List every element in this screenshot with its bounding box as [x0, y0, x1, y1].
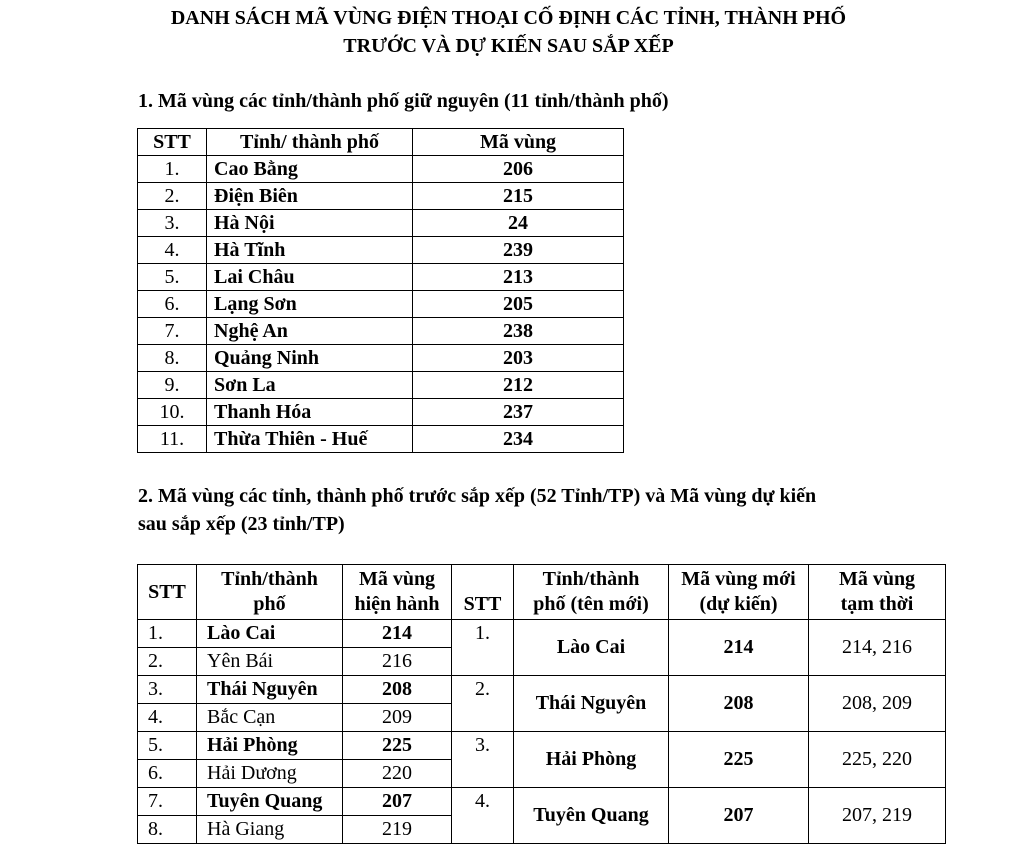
table-row: [138, 183, 624, 210]
row-area-code: 234: [413, 426, 624, 453]
row-area-code: 239: [413, 237, 624, 264]
row-current-code: 214: [343, 620, 452, 648]
header-temp-code-line-1: Mã vùng: [838, 568, 916, 590]
section-2-heading: [138, 482, 938, 538]
row-stt: 6.: [138, 760, 197, 788]
row-province: Hải Dương: [197, 760, 343, 788]
table-row: [138, 676, 946, 704]
row-current-code: 220: [343, 760, 452, 788]
header-province: Tỉnh/ thành phố: [207, 129, 413, 156]
row-stt: 9.: [138, 372, 207, 399]
row-stt: 3.: [138, 676, 197, 704]
table-row: [138, 372, 624, 399]
row-area-code: 213: [413, 264, 624, 291]
table-row: [138, 264, 624, 291]
row-province: Hà Tĩnh: [207, 237, 413, 264]
row-current-code: 225: [343, 732, 452, 760]
title-line-2: TRƯỚC VÀ DỰ KIẾN SAU SẮP XẾP: [343, 35, 674, 57]
row-province: Lai Châu: [207, 264, 413, 291]
row-area-code: 215: [413, 183, 624, 210]
header-province: [197, 565, 343, 620]
header-province-line-1: Tỉnh/thành: [221, 568, 318, 590]
row-area-code: 24: [413, 210, 624, 237]
header-province-line-2: phố: [253, 593, 286, 615]
row-stt: 7.: [138, 318, 207, 345]
header-stt: STT: [138, 565, 197, 620]
row-province: Tuyên Quang: [197, 788, 343, 816]
row-stt: 3.: [138, 210, 207, 237]
row-stt: 5.: [138, 732, 197, 760]
row-area-code: 205: [413, 291, 624, 318]
row-area-code: 206: [413, 156, 624, 183]
row-province: Quảng Ninh: [207, 345, 413, 372]
merged-codes-table: [137, 564, 946, 844]
header-stt-new: STT: [452, 565, 514, 620]
row-stt: 7.: [138, 788, 197, 816]
table-row: [138, 620, 946, 648]
row-stt: 6.: [138, 291, 207, 318]
group-new-code: 225: [669, 732, 809, 788]
title-line-1: DANH SÁCH MÃ VÙNG ĐIỆN THOẠI CỐ ĐỊNH CÁC TỈNH, THÀNH PHỐ: [170, 7, 847, 29]
row-stt: 4.: [138, 237, 207, 264]
row-province: Cao Bằng: [207, 156, 413, 183]
table-row: [138, 318, 624, 345]
row-province: Bắc Cạn: [197, 704, 343, 732]
header-current-code-line-1: Mã vùng: [358, 568, 436, 590]
row-current-code: 219: [343, 816, 452, 844]
section-1-heading: 1. Mã vùng các tỉnh/thành phố giữ nguyên (11 tỉnh/thành phố): [138, 90, 669, 112]
header-temp-code-line-2: tạm thời: [840, 593, 914, 615]
row-province: Thừa Thiên - Huế: [207, 426, 413, 453]
header-current-code-line-2: hiện hành: [354, 593, 440, 615]
group-temp-codes: 207, 219: [809, 788, 946, 844]
group-stt: 2.: [452, 676, 514, 732]
group-temp-codes: 214, 216: [809, 620, 946, 676]
header-stt: STT: [138, 129, 207, 156]
row-province: Thanh Hóa: [207, 399, 413, 426]
header-area-code: Mã vùng: [413, 129, 624, 156]
row-stt: 8.: [138, 345, 207, 372]
header-new-province-line-1: Tỉnh/thành: [542, 568, 640, 590]
row-stt: 2.: [138, 183, 207, 210]
row-stt: 10.: [138, 399, 207, 426]
row-province: Hải Phòng: [197, 732, 343, 760]
row-province: Hà Nội: [207, 210, 413, 237]
row-stt: 1.: [138, 156, 207, 183]
row-current-code: 216: [343, 648, 452, 676]
document-title: [0, 4, 1017, 60]
row-stt: 8.: [138, 816, 197, 844]
header-new-code-line-1: Mã vùng mới: [681, 568, 796, 590]
group-new-province: Thái Nguyên: [514, 676, 669, 732]
row-stt: 1.: [138, 620, 197, 648]
group-temp-codes: 225, 220: [809, 732, 946, 788]
row-area-code: 203: [413, 345, 624, 372]
row-area-code: 238: [413, 318, 624, 345]
section-2-heading-line-1: 2. Mã vùng các tỉnh, thành phố trước sắp xếp (52 Tỉnh/TP) và Mã vùng dự kiến: [138, 485, 817, 507]
group-new-code: 214: [669, 620, 809, 676]
group-new-province: Tuyên Quang: [514, 788, 669, 844]
unchanged-codes-table: [137, 128, 624, 453]
table-row: [138, 237, 624, 264]
group-new-province: Hải Phòng: [514, 732, 669, 788]
row-stt: 5.: [138, 264, 207, 291]
section-2-heading-line-2: sau sắp xếp (23 tỉnh/TP): [138, 513, 345, 535]
table-row: [138, 788, 946, 816]
header-new-code-line-2: (dự kiến): [699, 593, 778, 615]
group-stt: 3.: [452, 732, 514, 788]
row-province: Yên Bái: [197, 648, 343, 676]
header-new-code: [669, 565, 809, 620]
table-row: [138, 156, 624, 183]
row-area-code: 237: [413, 399, 624, 426]
table-row: [138, 426, 624, 453]
row-province: Điện Biên: [207, 183, 413, 210]
table-row: [138, 291, 624, 318]
group-stt: 4.: [452, 788, 514, 844]
row-current-code: 208: [343, 676, 452, 704]
row-province: Hà Giang: [197, 816, 343, 844]
group-new-province: Lào Cai: [514, 620, 669, 676]
row-province: Sơn La: [207, 372, 413, 399]
row-stt: 4.: [138, 704, 197, 732]
table-row: [138, 210, 624, 237]
table-row: [138, 399, 624, 426]
table-row: [138, 345, 624, 372]
row-province: Nghệ An: [207, 318, 413, 345]
row-stt: 2.: [138, 648, 197, 676]
table-header-row: [138, 565, 946, 620]
row-current-code: 207: [343, 788, 452, 816]
group-stt: 1.: [452, 620, 514, 676]
table-header-row: [138, 129, 624, 156]
header-current-code: [343, 565, 452, 620]
row-province: Thái Nguyên: [197, 676, 343, 704]
header-new-province-line-2: phố (tên mới): [533, 593, 649, 615]
group-new-code: 207: [669, 788, 809, 844]
row-area-code: 212: [413, 372, 624, 399]
group-temp-codes: 208, 209: [809, 676, 946, 732]
header-new-province: [514, 565, 669, 620]
group-new-code: 208: [669, 676, 809, 732]
row-current-code: 209: [343, 704, 452, 732]
table-row: [138, 732, 946, 760]
row-province: Lào Cai: [197, 620, 343, 648]
header-temp-code: [809, 565, 946, 620]
row-province: Lạng Sơn: [207, 291, 413, 318]
row-stt: 11.: [138, 426, 207, 453]
